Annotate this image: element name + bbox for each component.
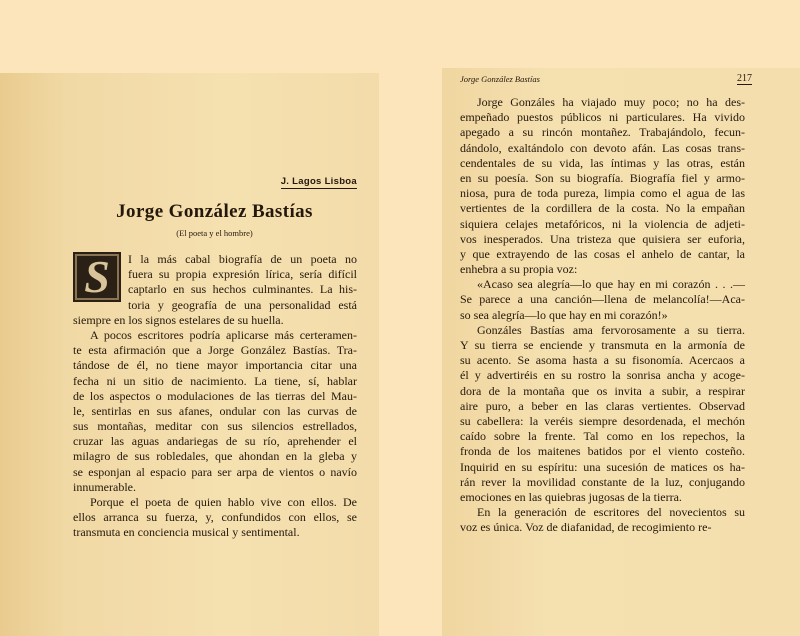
text-line: dándolo, exaltándolo con devoto afán. Las cosas trans- [460,140,745,155]
text-line: él y advertiréis en su rostro la sonrisa ancha y acoge- [460,368,745,383]
text-line: transmuta en conciencia musical y sentimental. [73,525,300,540]
text-line: milagro de sus robledales, que ahondan en la gleba y [73,449,357,464]
text-line: fronda de los maitenes batidos por el viento costeño. [460,444,745,459]
text-line: su acento. Se asoma hasta a su fisonomía. Acercaos a [460,353,745,368]
right-page [442,68,800,636]
text-line: I la más cabal biografía de un poeta no [128,252,357,266]
text-line: Jorge Gonzáles ha viajado muy poco; no ha des- [477,95,745,109]
text-line: en su poesía. Son su biografía. Biografía fiel y armo- [460,170,745,185]
right-page-body [460,95,745,535]
text-line: En la generación de escritores del novecientos su [477,505,745,520]
text-line: te esta afirmación que a Jorge González Bastías. Tra- [73,343,357,358]
text-line: le, sentirlas en sus afanes, ondular con las curvas de [73,403,357,418]
text-line: A pocos escritores podría aplicarse más certeramen- [90,327,357,342]
running-head: Jorge González Bastías [460,74,540,84]
left-page [0,73,379,636]
text-line: voz es única. Voz de diafanidad, de recogimiento re- [460,520,712,535]
text-line: empeñado puestos públicos ni particulares. Ha vivido [460,110,745,125]
text-line: Porque el poeta de quien hablo vive con ellos. De [90,495,357,509]
text-line: caído sobre la frente. Tal como en los repechos, la [460,429,745,444]
text-line: Gonzáles Bastías ama fervorosamente a su tierra. [477,322,745,337]
page-number: 217 [737,73,752,84]
text-line: dora de la montaña que os invita a subir, a respirar [460,383,745,398]
text-line: apegado a su rincón montañez. Trabajándolo, fecun- [460,125,745,140]
text-line: vertientes de la cordillera de la costa. No la empañan [460,201,745,216]
text-line: siquiera celajes metafóricos, ni la violencia de adjeti- [460,216,745,231]
text-line: so sea alegría—lo que hay en mi corazón!» [460,307,668,322]
text-line: enhebra a su propia voz: [460,262,578,277]
text-line: y que extrayendo de las cosas el anhelo de cantar, la [460,246,745,261]
text-line: sus montañas, meditar con sus silencios estrellados, [73,419,357,434]
drop-cap-initial: S [73,252,121,302]
text-line: cruzar las aguas andariegas de su río, aprehender el [73,434,357,449]
text-line: fecha ni un sitio de nacimiento. La tiene, sí, hablar [73,373,357,388]
text-line: niosa, pura de toda pureza, limpia como el agua de las [460,186,745,201]
text-line: aire puro, a beber en las claras vertientes. Observad [460,398,745,413]
text-line: cendentales de su vida, las íntimas y las otras, están [460,155,745,170]
text-line: Se parece a una canción—llena de melancolía!—Aca- [460,292,745,307]
text-line: captarlo en sus hechos culminantes. La his- [128,282,357,297]
text-line: Inquirid en su espíritu: una sucesión de matices os ha- [460,459,745,474]
text-line: siempre en los signos estelares de su huella. [73,312,284,327]
text-line: rán rever la movilidad constante de la luz, conjugando [460,474,745,489]
text-line: vos inesperados. Una tristeza que quisiera ser euforia, [460,231,745,246]
text-line: innumerable. [73,479,136,494]
text-line: «Acaso sea alegría—lo que hay en mi corazón . . .— [477,277,745,292]
text-line: de los aspectos o modulaciones de las tierras del Mau- [73,388,357,403]
text-line: ellos arranca su fuerza, y, confundidos con ellos, se [73,510,357,525]
text-line: fuera su propia expresión lírica, sería difícil [128,267,357,282]
text-line: tándose de él, no tiene mayor importancia citar una [73,358,357,373]
text-line: toria y geografía de una personalidad está [128,297,357,312]
article-title: Jorge González Bastías [116,201,313,222]
article-subtitle: (El poeta y el hombre) [176,228,253,238]
text-line: Y su tierra se enciende y transmuta en la armonía de [460,338,745,352]
text-line: su cabellera: la veréis siempre desordenada, el mechón [460,413,745,428]
author-name: J. Lagos Lisboa [280,176,357,187]
text-line: se esponjan al espacio para ser arpa de vientos o navío [73,464,357,479]
text-line: emociones en las quiebras jugosas de la tierra. [460,489,682,504]
left-page-body [73,252,357,541]
